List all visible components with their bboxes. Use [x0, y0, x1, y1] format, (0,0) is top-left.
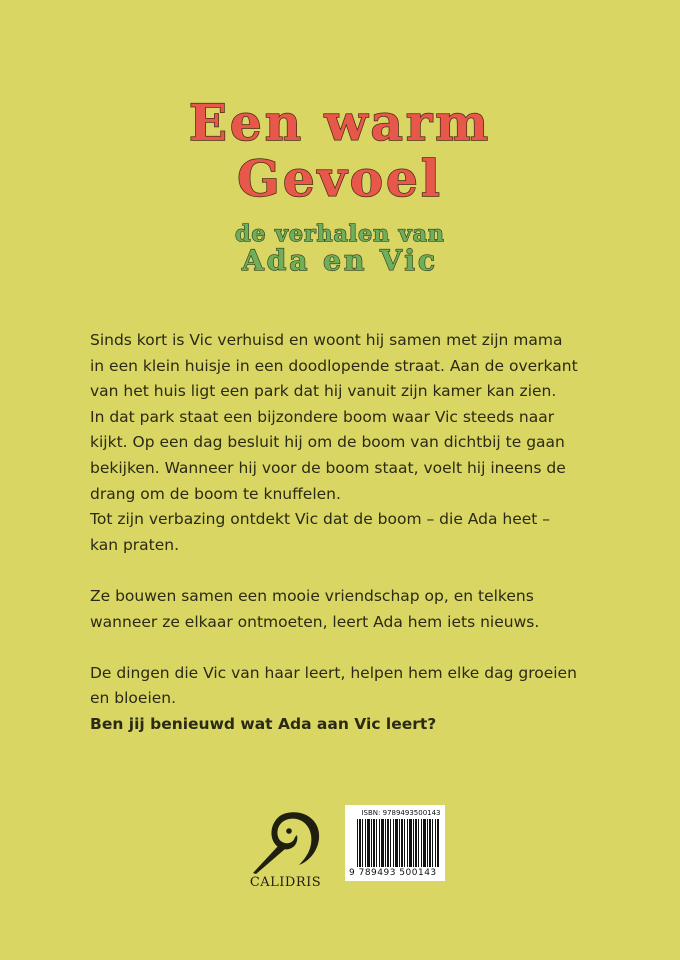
title-line-2: Gevoel — [237, 149, 443, 208]
book-title — [0, 95, 680, 207]
isbn-barcode — [345, 805, 445, 881]
paragraph-gap — [90, 635, 610, 661]
paragraph-gap — [90, 558, 610, 584]
isbn-label: ISBN: 9789493500143 — [361, 809, 441, 817]
subtitle-line-2: Ada en Vic — [241, 244, 439, 277]
blurb-line: bekijken. Wanneer hij voor de boom staat, voelt hij ineens de — [90, 458, 566, 477]
blurb-line: in een klein huisje in een doodlopende straat. Aan de overkant — [90, 356, 578, 375]
barcode-digits: 9 789493 500143 — [349, 868, 437, 878]
publisher-name: CALIDRIS — [249, 875, 322, 890]
blurb-line: Ze bouwen samen een mooie vriendschap op, en telkens — [90, 586, 534, 605]
blurb-line: wanneer ze elkaar ontmoeten, leert Ada hem iets nieuws. — [90, 612, 540, 631]
subtitle-line-1: de verhalen van — [235, 221, 445, 247]
blurb-line: kan praten. — [90, 535, 180, 554]
blurb-line: van het huis ligt een park dat hij vanuit zijn kamer kan zien. — [90, 382, 557, 401]
blurb-line: en bloeien. — [90, 689, 177, 708]
closing-question: Ben jij benieuwd wat Ada aan Vic leert? — [90, 714, 437, 733]
title-line-1: Een warm — [188, 93, 492, 152]
publisher-logo — [243, 805, 328, 890]
book-subtitle — [0, 222, 680, 276]
blurb-line: De dingen die Vic van haar leert, helpen hem elke dag groeien — [90, 663, 577, 682]
blurb-line: Sinds kort is Vic verhuisd en woont hij samen met zijn mama — [90, 331, 563, 349]
blurb-line: drang om de boom te knuffelen. — [90, 484, 341, 503]
calidris-bird-icon — [243, 805, 328, 875]
blurb-line: Tot zijn verbazing ontdekt Vic dat de boom – die Ada heet – — [90, 510, 551, 529]
barcode-bars — [357, 819, 439, 867]
blurb-line: kijkt. Op een dag besluit hij om de boom van dichtbij te gaan — [90, 433, 565, 452]
back-cover-blurb — [90, 328, 610, 738]
blurb-line: In dat park staat een bijzondere boom waar Vic steeds naar — [90, 407, 555, 426]
